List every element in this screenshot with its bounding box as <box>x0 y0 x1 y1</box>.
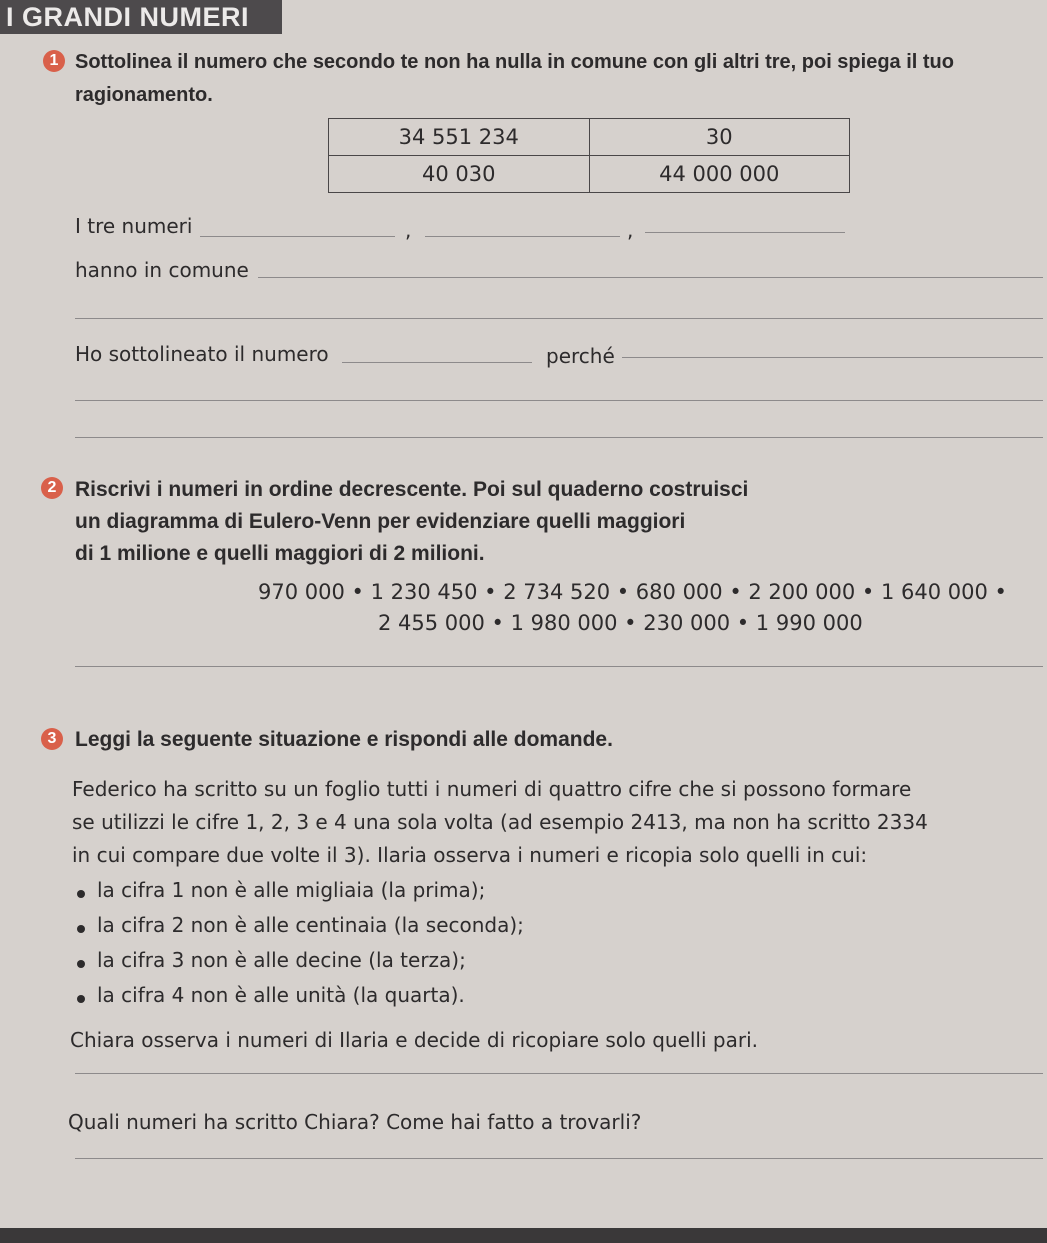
numbers-list: 970 000 • 1 230 450 • 2 734 520 • 680 000 • 2 200 000 • 1 640 000 • <box>258 580 1007 604</box>
answer-line[interactable] <box>342 362 532 363</box>
paragraph-text: in cui compare due volte il 3). Ilaria osserva i numeri e ricopia solo quelli in cui: <box>72 843 868 867</box>
answer-line[interactable] <box>425 236 620 237</box>
exercise-2-instruction: Riscrivi i numeri in ordine decrescente. Poi sul quaderno costruisci <box>75 478 749 501</box>
answer-line[interactable] <box>622 357 1043 358</box>
table-cell[interactable]: 40 030 <box>329 156 590 193</box>
list-item: la cifra 1 non è alle migliaia (la prima); <box>97 878 486 902</box>
answer-line[interactable] <box>200 236 395 237</box>
separator: , <box>405 218 412 242</box>
exercise-3-title: Leggi la seguente situazione e rispondi alle domande. <box>75 728 613 751</box>
label-tre-numeri: I tre numeri <box>75 214 193 238</box>
answer-line[interactable] <box>258 277 1043 278</box>
table-cell[interactable]: 34 551 234 <box>329 119 590 156</box>
exercise-1-badge: 1 <box>43 50 65 72</box>
section-title: I GRANDI NUMERI <box>0 0 282 34</box>
exercise-1-instruction: Sottolinea il numero che secondo te non ha nulla in comune con gli altri tre, poi spiega il tuo <box>75 51 954 73</box>
table-cell[interactable]: 44 000 000 <box>589 156 850 193</box>
question-text: Quali numeri ha scritto Chiara? Come hai fatto a trovarli? <box>68 1110 642 1134</box>
answer-line[interactable] <box>75 1073 1043 1074</box>
exercise-3-badge: 3 <box>41 728 63 750</box>
bullet-icon <box>77 925 85 933</box>
exercise-2-badge: 2 <box>41 477 63 499</box>
answer-line[interactable] <box>75 666 1043 667</box>
separator: , <box>627 218 634 242</box>
list-item: la cifra 2 non è alle centinaia (la seconda); <box>97 913 524 937</box>
table-cell[interactable]: 30 <box>589 119 850 156</box>
label-perche: perché <box>546 344 615 368</box>
label-sottolineato: Ho sottolineato il numero <box>75 342 329 366</box>
list-item: la cifra 4 non è alle unità (la quarta). <box>97 983 465 1007</box>
answer-line[interactable] <box>75 318 1043 319</box>
answer-line[interactable] <box>75 400 1043 401</box>
answer-line[interactable] <box>75 437 1043 438</box>
numbers-table <box>328 118 850 193</box>
bullet-icon <box>77 995 85 1003</box>
answer-line[interactable] <box>75 1158 1043 1159</box>
bullet-icon <box>77 960 85 968</box>
exercise-2-instruction: di 1 milione e quelli maggiori di 2 milioni. <box>75 542 485 565</box>
exercise-2-instruction: un diagramma di Eulero-Venn per evidenziare quelli maggiori <box>75 510 686 533</box>
bullet-icon <box>77 890 85 898</box>
paragraph-text: se utilizzi le cifre 1, 2, 3 e 4 una sola volta (ad esempio 2413, ma non ha scritto 2334 <box>72 810 928 834</box>
exercise-1-instruction-cont: ragionamento. <box>75 84 213 106</box>
paragraph-text: Chiara osserva i numeri di Ilaria e decide di ricopiare solo quelli pari. <box>70 1028 758 1052</box>
list-item: la cifra 3 non è alle decine (la terza); <box>97 948 466 972</box>
page-edge <box>0 1228 1047 1243</box>
numbers-list: 2 455 000 • 1 980 000 • 230 000 • 1 990 000 <box>378 611 863 635</box>
answer-line[interactable] <box>645 232 845 233</box>
paragraph-text: Federico ha scritto su un foglio tutti i numeri di quattro cifre che si possono formare <box>72 777 912 801</box>
label-hanno-in-comune: hanno in comune <box>75 258 249 282</box>
